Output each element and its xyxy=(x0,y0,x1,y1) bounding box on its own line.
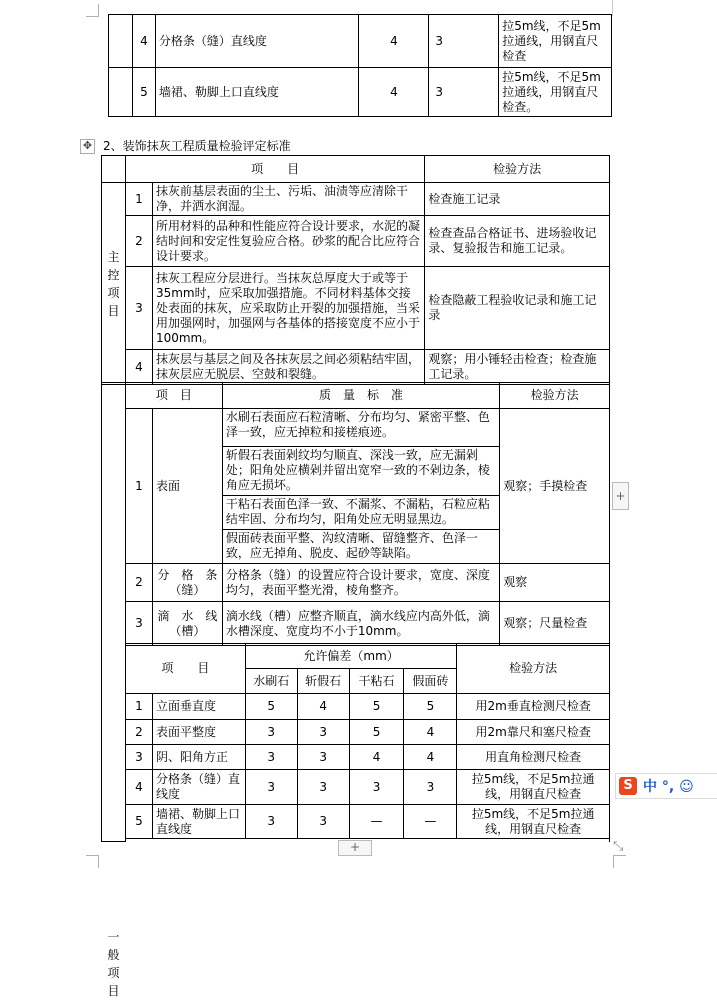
section-heading: 2、装饰抹灰工程质量检验评定标准 xyxy=(103,139,291,153)
col-header: 斩假石 xyxy=(297,669,349,694)
row-number: 2 xyxy=(125,216,152,267)
row-number: 5 xyxy=(126,805,153,839)
add-row-button[interactable]: + xyxy=(338,840,372,856)
header-row xyxy=(126,644,610,669)
method-cell: 检查隐蔽工程验收记录和施工记录 xyxy=(425,267,610,350)
top-table xyxy=(108,14,612,117)
value-cell: 5 xyxy=(349,720,404,745)
value-cell: 5 xyxy=(245,694,297,720)
method-cell: 观察；用小锤轻击检查；检查施工记录。 xyxy=(425,350,610,385)
page-edge xyxy=(612,0,613,16)
general-group-label: 一般项目 xyxy=(107,930,120,998)
method-cell: 观察；尺量检查 xyxy=(500,602,610,646)
col-header: 干粘石 xyxy=(349,669,404,694)
table-row xyxy=(126,805,610,839)
method-cell: 观察；手摸检查 xyxy=(500,409,610,564)
header-item: 项 目 xyxy=(125,383,222,409)
crop-mark-top-left xyxy=(86,4,99,17)
row-number: 1 xyxy=(126,694,153,720)
header-standard: 质 量 标 准 xyxy=(222,383,499,409)
header-item: 项 目 xyxy=(125,156,424,183)
value-cell: 4 xyxy=(297,694,349,720)
value-cell: 3 xyxy=(297,720,349,745)
value-cell: 3 xyxy=(297,805,349,839)
method-cell: 拉5m线，不足5m拉通线，用钢直尺检查 xyxy=(457,770,610,805)
value-cell: 3 xyxy=(429,15,499,68)
value-cell: 5 xyxy=(349,694,404,720)
header-method: 检验方法 xyxy=(500,383,610,409)
table-row xyxy=(102,602,610,646)
item-cell: 立面垂直度 xyxy=(152,694,245,720)
row-number: 1 xyxy=(125,409,152,564)
value-cell: 4 xyxy=(359,68,429,117)
method-cell: 拉5m线，不足5m拉通线，用钢直尺检查 xyxy=(457,805,610,839)
table-row xyxy=(126,745,610,770)
deviation-table xyxy=(125,643,610,839)
blank-cell xyxy=(109,15,133,68)
standard-line: 干粘石表面色泽一致、不漏浆、不漏粘，石粒应粘结牢固、分布均匀，阳角处应无明显黑边。 xyxy=(223,496,499,530)
table-row xyxy=(102,183,610,216)
general-group-cell xyxy=(102,383,126,998)
value-cell: 4 xyxy=(349,745,404,770)
method-cell: 拉5m线，不足5m拉通线，用钢直尺检查 xyxy=(499,15,612,68)
value-cell: 3 xyxy=(245,805,297,839)
item-cell: 墙裙、勒脚上口直线度 xyxy=(152,805,245,839)
value-cell: 3 xyxy=(429,68,499,117)
header-method: 检验方法 xyxy=(457,644,610,694)
blank-cell xyxy=(109,68,133,117)
item-cell: 分格条（缝）直线度 xyxy=(155,15,359,68)
value-cell: 3 xyxy=(245,770,297,805)
row-number: 3 xyxy=(125,267,152,350)
primary-group-label: 主控项目 xyxy=(102,183,126,385)
table-row xyxy=(126,720,610,745)
method-cell: 拉5m线，不足5m拉通线，用钢直尺检查。 xyxy=(499,68,612,117)
value-cell: 5 xyxy=(404,694,457,720)
table-row xyxy=(102,216,610,267)
value-cell: 3 xyxy=(297,745,349,770)
item-cell: 分 格 条（缝） xyxy=(152,564,222,602)
standard-line: 假面砖表面平整、沟纹清晰、留缝整齐、色泽一致，应无掉角、脱皮、起砂等缺陷。 xyxy=(225,531,478,560)
col-header: 假面砖 xyxy=(404,669,457,694)
standard-cell xyxy=(222,409,499,564)
header-method: 检验方法 xyxy=(425,156,610,183)
table-row xyxy=(126,770,610,805)
add-column-button[interactable]: + xyxy=(612,482,629,510)
blank-cell xyxy=(102,156,126,183)
table-row xyxy=(102,350,610,385)
header-item: 项 目 xyxy=(126,644,246,694)
row-number: 3 xyxy=(126,745,153,770)
standard-cell: 分格条（缝）的设置应符合设计要求，宽度、深度均匀，表面平整光滑，棱角整齐。 xyxy=(222,564,499,602)
value-cell: 4 xyxy=(404,745,457,770)
item-cell: 墙裙、勒脚上口直线度 xyxy=(155,68,359,117)
item-cell: 阴、阳角方正 xyxy=(152,745,245,770)
table-row xyxy=(126,694,610,720)
table-row xyxy=(109,15,612,68)
table-row xyxy=(102,267,610,350)
method-cell: 观察 xyxy=(500,564,610,602)
header-row xyxy=(102,383,610,409)
value-cell: — xyxy=(349,805,404,839)
value-cell: 3 xyxy=(245,720,297,745)
item-cell: 抹灰前基层表面的尘土、污垢、油渍等应清除干净，并洒水润湿。 xyxy=(152,183,424,216)
main-table xyxy=(101,155,610,385)
resize-handle-icon[interactable]: ⤡ xyxy=(613,839,624,854)
standard-line: 斩假石表面剁纹均匀顺直、深浅一致，应无漏剁处；阳角处应横剁并留出宽窄一致的不剁边条，棱角应无损坏。 xyxy=(223,447,499,496)
row-number: 4 xyxy=(132,15,155,68)
row-number: 3 xyxy=(125,602,152,646)
crop-mark-bottom-right xyxy=(613,855,626,868)
method-cell: 检查施工记录 xyxy=(425,183,610,216)
table-row xyxy=(102,564,610,602)
crop-mark-bottom-left xyxy=(86,855,99,868)
item-cell: 表面平整度 xyxy=(152,720,245,745)
method-cell: 检查查品合格证书、进场验收记录、复验报告和施工记录。 xyxy=(425,216,610,267)
row-number: 5 xyxy=(132,68,155,117)
value-cell: 3 xyxy=(349,770,404,805)
item-cell: 分格条（缝）直线度 xyxy=(152,770,245,805)
value-cell: — xyxy=(404,805,457,839)
method-cell: 用2m靠尺和塞尺检查 xyxy=(457,720,610,745)
standard-cell: 滴水线（槽）应整齐顺直，滴水线应内高外低，滴水槽深度、宽度均不小于10mm。 xyxy=(222,602,499,646)
item-cell: 抹灰工程应分层进行。当抹灰总厚度大于或等于35mm时，应采取加强措施。不同材料基体交接处表面的抹灰，应采取防止开裂的加强措施，当采用加强网时，加强网与各基体的搭接宽度不应小于100mm。 xyxy=(152,267,424,350)
header-row xyxy=(102,156,610,183)
value-cell: 3 xyxy=(245,745,297,770)
table-row xyxy=(109,68,612,117)
col-header: 水刷石 xyxy=(245,669,297,694)
standard-line: 水刷石表面应石粒清晰、分布均匀、紧密平整、色泽一致，应无掉粒和接槎痕迹。 xyxy=(223,409,499,447)
ime-logo-icon[interactable]: S xyxy=(619,777,637,795)
item-cell: 表面 xyxy=(152,409,222,564)
value-cell: 3 xyxy=(404,770,457,805)
item-cell: 所用材料的品种和性能应符合设计要求，水泥的凝结时间和安定性复验应合格。砂浆的配合比应符合设计要求。 xyxy=(152,216,424,267)
table-row xyxy=(102,409,610,564)
value-cell: 3 xyxy=(297,770,349,805)
row-number: 1 xyxy=(125,183,152,216)
table-move-handle-icon[interactable]: ✥ xyxy=(80,139,95,154)
method-cell: 用直角检测尺检查 xyxy=(457,745,610,770)
row-number: 2 xyxy=(126,720,153,745)
value-cell: 4 xyxy=(404,720,457,745)
row-number: 2 xyxy=(125,564,152,602)
value-cell: 4 xyxy=(359,15,429,68)
item-cell: 抹灰层与基层之间及各抹灰层之间必须粘结牢固，抹灰层应无脱层、空鼓和裂缝。 xyxy=(152,350,424,385)
ime-toolbar[interactable] xyxy=(615,773,717,799)
row-number: 4 xyxy=(126,770,153,805)
item-cell: 滴 水 线（槽） xyxy=(152,602,222,646)
header-deviation: 允许偏差（mm） xyxy=(245,644,457,669)
ime-status[interactable]: 中 °, ☺ xyxy=(643,779,694,795)
method-cell: 用2m垂直检测尺检查 xyxy=(457,694,610,720)
row-number: 4 xyxy=(125,350,152,385)
